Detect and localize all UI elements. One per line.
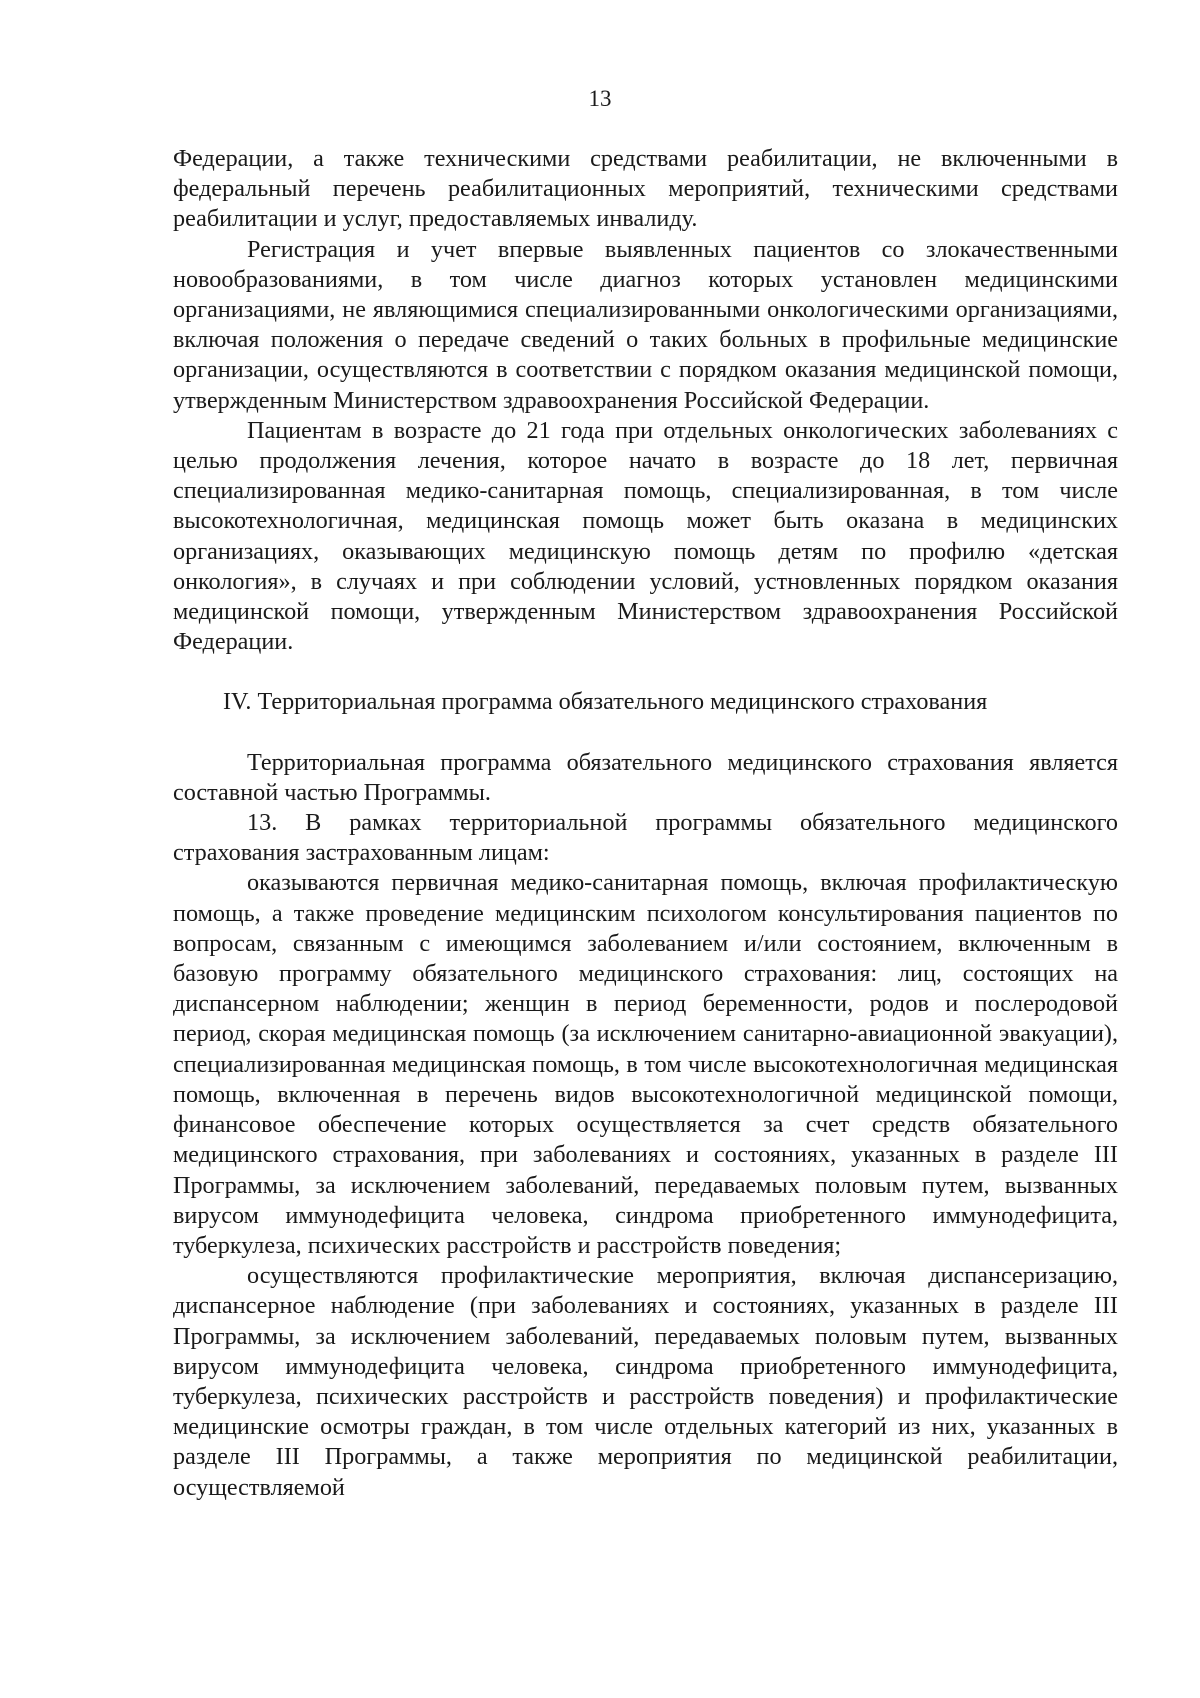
paragraph-item-13: 13. В рамках территориальной программы обязательного медицинского страхования застрахованным лицам: xyxy=(173,809,1118,867)
paragraph-preventive-measures: осуществляются профилактические мероприятия, включая диспансеризацию, диспансерное наблюдение (при заболеваниях и состояниях, указанных в разделе III Программы, за исключением заболеваний, передаваемых половым путем, вызванных вирусом иммунодефицита человека, синдрома приобретенного иммунодефицита, туберкулеза, психических расстройств и расстройств поведения) и профилактические медицинские осмотры граждан, в том числе отдельных категорий из них, указанных в разделе III Программы, а также мероприятия по медицинской реабилитации, осуществляемой xyxy=(173,1262,1118,1501)
paragraph-registration: Регистрация и учет впервые выявленных пациентов со злокачественными новообразованиями, в том числе диагноз которых установлен медицинскими организациями, не являющимися специализированными онкологическими организациями, включая положения о передаче сведений о таких больных в профильные медицинские организации, осуществляются в соответствии с порядком оказания медицинской помощи, утвержденным Министерством здравоохранения Российской Федерации. xyxy=(173,235,1118,414)
document-body xyxy=(173,144,1118,1503)
page-number: 13 xyxy=(588,86,612,111)
section-heading: IV. Территориальная программа обязательного медицинского страхования xyxy=(223,688,988,716)
paragraph-program-intro: Территориальная программа обязательного медицинского страхования является составной частью Программы. xyxy=(173,748,1118,806)
paragraph-oncology-patients: Пациентам в возрасте до 21 года при отдельных онкологических заболеваниях с целью продолжения лечения, которое начато в возрасте до 18 лет, первичная специализированная медико-санитарная помощь, специализированная, в том числе высокотехнологичная, медицинская помощь может быть оказана в медицинских организациях, оказывающих медицинскую помощь детям по профилю «детская онкология», в случаях и при соблюдении условий, устновленных порядком оказания медицинской помощи, утвержденным Министерством здравоохранения Российской Федерации. xyxy=(173,416,1118,656)
paragraph-medical-help: оказываются первичная медико-санитарная помощь, включая профилактическую помощь, а также проведение медицинским психологом консультирования пациентов по вопросам, связанным с имеющимся заболеванием и/или состоянием, включенным в базовую программу обязательного медицинского страхования: лиц, состоящих на диспансерном наблюдении; женщин в период беременности, родов и послеродовой период, скорая медицинская помощь (за исключением санитарно-авиационной эвакуации), специализированная медицинская помощь, в том числе высокотехнологичная медицинская помощь, включенная в перечень видов высокотехнологичной медицинской помощи, финансовое обеспечение которых осуществляется за счет средств обязательного медицинского страхования, при заболеваниях и состояниях, указанных в разделе III Программы, за исключением заболеваний, передаваемых половым путем, вызванных вирусом иммунодефицита человека, синдрома приобретенного иммунодефицита, туберкулеза, психических расстройств и расстройств поведения; xyxy=(173,869,1118,1259)
paragraph-continuation: Федерации, а также техническими средствами реабилитации, не включенными в федеральный перечень реабилитационных мероприятий, техническими средствами реабилитации и услуг, предоставляемых инвалиду. xyxy=(173,145,1118,233)
